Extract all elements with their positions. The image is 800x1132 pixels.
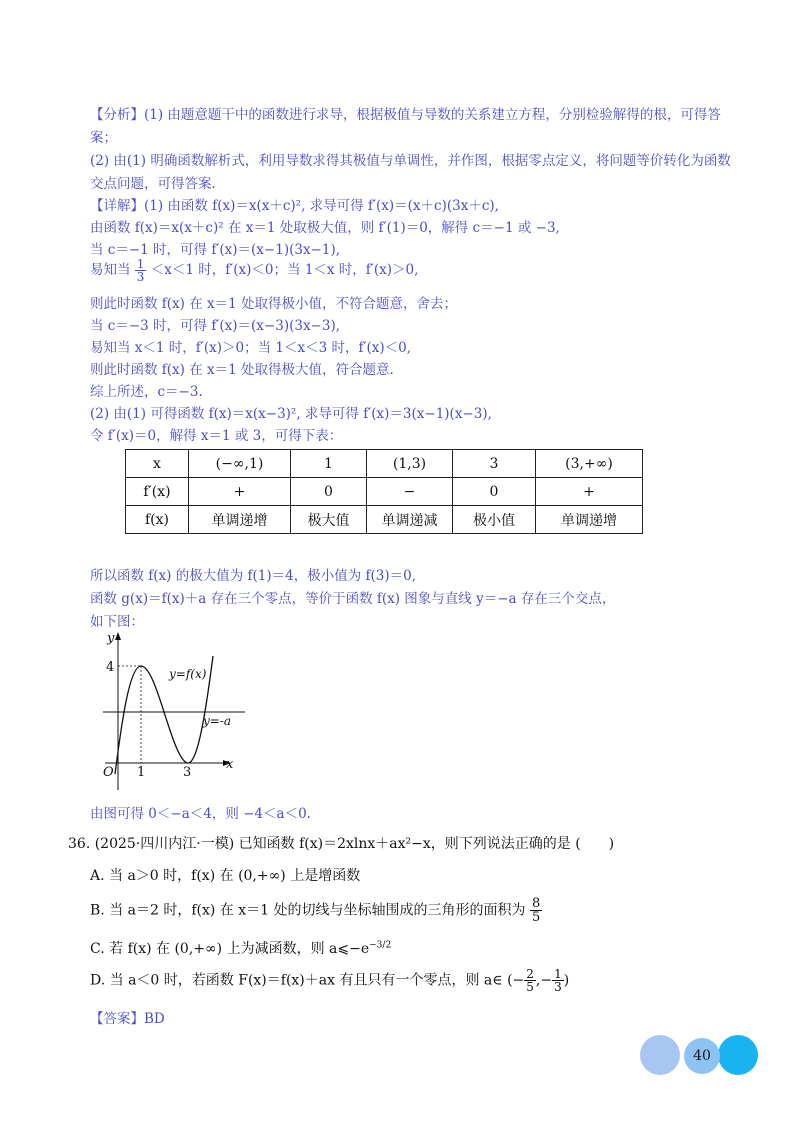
solution-line-4-prefix: 易知当 xyxy=(90,262,131,278)
solution-line-6: 当 c＝−3 时，可得 f′(x)＝(x−3)(3x−3), xyxy=(90,318,341,334)
solution-line-4-suffix: ＜x＜1 时，f′(x)＜0；当 1＜x 时，f′(x)＞0, xyxy=(150,262,419,278)
analysis-line-2: 案； xyxy=(90,130,117,146)
tick-label-4: 4 xyxy=(106,660,115,675)
table-cell: (1,3) xyxy=(367,450,453,478)
solution-line-4 xyxy=(90,258,418,283)
monotonicity-table xyxy=(125,449,643,534)
y-axis-arrow-icon xyxy=(115,632,121,640)
table-row xyxy=(126,506,643,534)
solution-line-1: 【详解】(1) 由函数 f(x)＝x(x＋c)², 求导可得 f′(x)＝(x＋c)(3x＋c), xyxy=(90,198,499,214)
fraction-numerator: 8 xyxy=(531,896,541,911)
table-cell: 极大值 xyxy=(291,506,367,534)
fraction-denominator: 3 xyxy=(136,270,145,284)
table-cell: − xyxy=(367,478,453,506)
table-cell: x xyxy=(126,450,189,478)
table-cell: 0 xyxy=(291,478,367,506)
conclusion-line-3: 如下图： xyxy=(90,614,144,630)
tick-label-3: 3 xyxy=(183,765,192,780)
solution-line-10: (2) 由(1) 可得函数 f(x)＝x(x−3)², 求导可得 f′(x)＝3(x−1)(x−3), xyxy=(90,406,492,422)
solution-line-9: 综上所述，c＝−3. xyxy=(90,384,203,400)
table-cell: f′(x) xyxy=(126,478,189,506)
table-cell: 极小值 xyxy=(453,506,536,534)
exponent: −3/2 xyxy=(369,940,392,951)
solution-line-8: 则此时函数 f(x) 在 x＝1 处取得极大值，符合题意. xyxy=(90,362,394,378)
option-c xyxy=(90,938,391,958)
y-axis-label: y xyxy=(107,631,115,646)
table-cell: (−∞,1) xyxy=(189,450,291,478)
page-number: 40 xyxy=(684,1038,720,1074)
solution-line-11: 令 f′(x)＝0，解得 x＝1 或 3，可得下表： xyxy=(90,428,343,444)
option-b xyxy=(90,897,542,924)
conclusion-line-2: 函数 g(x)＝f(x)＋a 存在三个零点，等价于函数 f(x) 图象与直线 y＝−a 存在三个交点， xyxy=(90,591,616,607)
solution-line-2: 由函数 f(x)＝x(x＋c)² 在 x＝1 处取极大值，则 f′(1)＝0，解得 c＝−1 或 −3, xyxy=(90,220,560,236)
page-circle-right xyxy=(718,1035,758,1075)
table-cell: 0 xyxy=(453,478,536,506)
fraction-one-third-b xyxy=(552,968,564,993)
table-row xyxy=(126,478,643,506)
option-a: A. 当 a＞0 时，f(x) 在 (0,+∞) 上是增函数 xyxy=(90,868,361,884)
table-cell: (3,+∞) xyxy=(536,450,643,478)
table-cell: 1 xyxy=(291,450,367,478)
x-axis-label: x xyxy=(226,757,234,772)
table-cell: 单调递增 xyxy=(536,506,643,534)
fraction-denominator: 5 xyxy=(531,910,541,925)
question-stem: 36. (2025·四川内江·一模) 已知函数 f(x)＝2xlnx＋ax²−x，则下列说法正确的是 ( ) xyxy=(68,836,615,852)
solution-line-5: 则此时函数 f(x) 在 x＝1 处取得极小值，不符合题意，舍去； xyxy=(90,296,458,312)
table-cell: + xyxy=(536,478,643,506)
function-graph xyxy=(95,628,255,798)
table-cell: 单调递增 xyxy=(189,506,291,534)
interval-separator: ,− xyxy=(535,972,553,989)
interval-open: (− xyxy=(507,972,525,989)
line-label: y=-a xyxy=(203,714,232,728)
fraction-denominator: 3 xyxy=(554,980,562,994)
origin-label: O xyxy=(103,765,114,780)
analysis-line-1: 【分析】(1) 由题意题干中的函数进行求导，根据极值与导数的关系建立方程，分别检验解得的根，可得答 xyxy=(90,107,721,123)
option-d xyxy=(90,968,569,993)
fraction-numerator: 1 xyxy=(554,967,562,981)
tick-label-1: 1 xyxy=(137,765,146,780)
table-cell: + xyxy=(189,478,291,506)
fraction-two-fifths xyxy=(524,968,536,993)
option-d-text: D. 当 a＜0 时，若函数 F(x)＝f(x)＋ax 有且只有一个零点，则 a∈ xyxy=(90,972,503,989)
table-row xyxy=(126,450,643,478)
page-circle-left xyxy=(640,1035,680,1075)
curve-label: y=f(x) xyxy=(169,667,207,681)
table-cell: 单调递减 xyxy=(367,506,453,534)
analysis-line-3: (2) 由(1) 明确函数解析式，利用导数求得其极值与单调性，并作图，根据零点定义，将问题等价转化为函数 xyxy=(90,153,731,169)
fraction-one-third xyxy=(135,258,147,283)
option-c-text: C. 若 f(x) 在 (0,+∞) 上为减函数，则 a⩽−e xyxy=(90,941,370,957)
fraction-numerator: 1 xyxy=(136,257,145,271)
answer: 【答案】BD xyxy=(90,1011,165,1027)
solution-line-7: 易知当 x＜1 时，f′(x)＞0；当 1＜x＜3 时，f′(x)＜0, xyxy=(90,340,412,356)
conclusion-line-1: 所以函数 f(x) 的极大值为 f(1)＝4，极小值为 f(3)＝0, xyxy=(90,568,417,584)
interval-close: ) xyxy=(563,972,570,989)
option-b-text: B. 当 a＝2 时，f(x) 在 x＝1 处的切线与坐标轴围成的三角形的面积为 xyxy=(90,902,526,919)
table-cell: 3 xyxy=(453,450,536,478)
fraction-numerator: 2 xyxy=(526,967,534,981)
conclusion-line-4: 由图可得 0＜−a＜4，则 −4＜a＜0. xyxy=(90,806,311,822)
fraction-denominator: 5 xyxy=(526,980,534,994)
fraction-eight-fifths xyxy=(530,897,542,924)
table-cell: f(x) xyxy=(126,506,189,534)
analysis-line-4: 交点问题，可得答案. xyxy=(90,176,216,192)
solution-line-3: 当 c＝−1 时，可得 f′(x)＝(x−1)(3x−1), xyxy=(90,242,341,258)
